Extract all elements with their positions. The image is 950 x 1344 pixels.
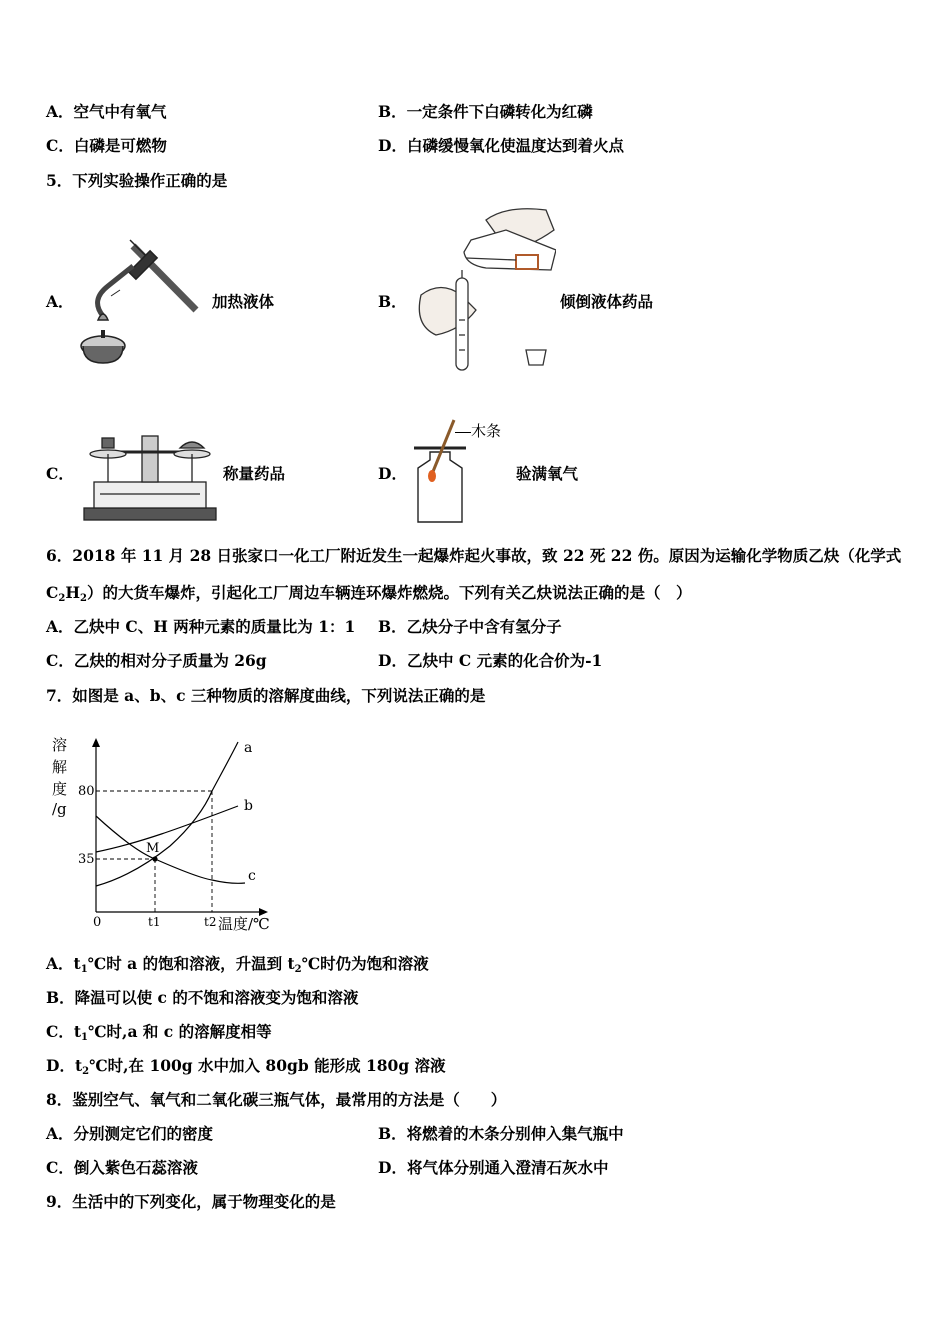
q9-stem: 9．生活中的下列变化，属于物理变化的是 xyxy=(46,1192,336,1211)
series-a-label: a xyxy=(244,740,253,756)
q5-d-caption: 验满氧气 xyxy=(516,464,579,483)
x-tick-t1: t1 xyxy=(148,915,161,929)
solubility-chart xyxy=(40,728,290,940)
q8-option-a: A．分别测定它们的密度 xyxy=(46,1124,214,1143)
series-c-label: c xyxy=(248,868,256,884)
ylabel-char-3: /g xyxy=(52,800,67,818)
q5-c-letter: C． xyxy=(46,464,74,483)
y-tick-35: 35 xyxy=(78,852,95,867)
q7-stem: 7．如图是 a、b、c 三种物质的溶解度曲线，下列说法正确的是 xyxy=(46,686,486,705)
q7-option-b: B．降温可以使 c 的不饱和溶液变为饱和溶液 xyxy=(46,988,359,1007)
series-b-line xyxy=(96,806,238,852)
q6-option-b: B．乙炔分子中含有氢分子 xyxy=(378,617,562,636)
balance-figure xyxy=(80,432,220,524)
q7-option-a: A．$t_1℃$时 a 的饱和溶液，升温到 $t_2℃$时仍为饱和溶液 xyxy=(46,954,429,975)
q4-option-a: A．空气中有氧气 xyxy=(46,102,167,121)
q7-option-c: C．$t_1℃$时,a 和 c 的溶解度相等 xyxy=(46,1022,272,1043)
q6-stem-line1: 6．2018 年 11 月 28 日张家口一化工厂附近发生一起爆炸起火事故，致 22 死 22 伤。原因为运输化学物质乙炔（化学式 xyxy=(46,546,902,565)
ylabel-char-0: 溶 xyxy=(52,736,68,754)
q6-option-c: C．乙炔的相对分子质量为 26g xyxy=(46,651,267,670)
q5-d-letter: D． xyxy=(378,464,407,483)
q8-option-d: D．将气体分别通入澄清石灰水中 xyxy=(378,1158,609,1177)
ylabel-char-2: 度 xyxy=(52,780,68,798)
ylabel-char-1: 解 xyxy=(52,758,68,776)
series-b-label: b xyxy=(244,798,253,814)
q8-option-c: C．倒入紫色石蕊溶液 xyxy=(46,1158,198,1177)
intersection-label: M xyxy=(146,841,160,856)
heating-liquid-figure xyxy=(78,238,208,368)
intersection-point xyxy=(152,856,157,861)
q6-option-a: A．乙炔中 C、H 两种元素的质量比为 1：1 xyxy=(46,617,356,636)
q6-stem-line2: $C_2H_2$）的大货车爆炸，引起化工厂周边车辆连环爆炸燃烧。下列有关乙炔说法正确的是（ ） xyxy=(46,583,692,604)
x-tick-t2: t2 xyxy=(204,915,217,929)
q5-b-letter: B． xyxy=(378,292,407,311)
x-axis-label: 温度/℃ xyxy=(218,915,270,933)
series-c-line xyxy=(96,816,245,883)
q8-option-b: B．将燃着的木条分别伸入集气瓶中 xyxy=(378,1124,624,1143)
pouring-liquid-figure xyxy=(406,200,556,375)
q5-b-caption: 倾倒液体药品 xyxy=(560,292,654,311)
q5-c-caption: 称量药品 xyxy=(223,464,286,483)
q7-option-d: D．$t_2℃$时,在 100g 水中加入 80gb 能形成 180g 溶液 xyxy=(46,1056,446,1077)
q8-stem: 8．鉴别空气、氧气和二氧化碳三瓶气体，最常用的方法是（ ） xyxy=(46,1090,507,1109)
y-axis-arrow xyxy=(92,738,100,747)
q4-option-c: C．白磷是可燃物 xyxy=(46,136,167,155)
stick-label: 木条 xyxy=(455,420,501,441)
q5-a-caption: 加热液体 xyxy=(212,292,275,311)
q6-option-d: D．乙炔中 C 元素的化合价为-1 xyxy=(378,651,603,670)
origin-label: 0 xyxy=(93,915,102,930)
q5-stem: 5．下列实验操作正确的是 xyxy=(46,171,228,190)
q4-option-d: D．白磷缓慢氧化使温度达到着火点 xyxy=(378,136,624,155)
y-tick-80: 80 xyxy=(78,784,95,799)
q4-option-b: B．一定条件下白磷转化为红磷 xyxy=(378,102,593,121)
q5-a-letter: A． xyxy=(46,292,74,311)
